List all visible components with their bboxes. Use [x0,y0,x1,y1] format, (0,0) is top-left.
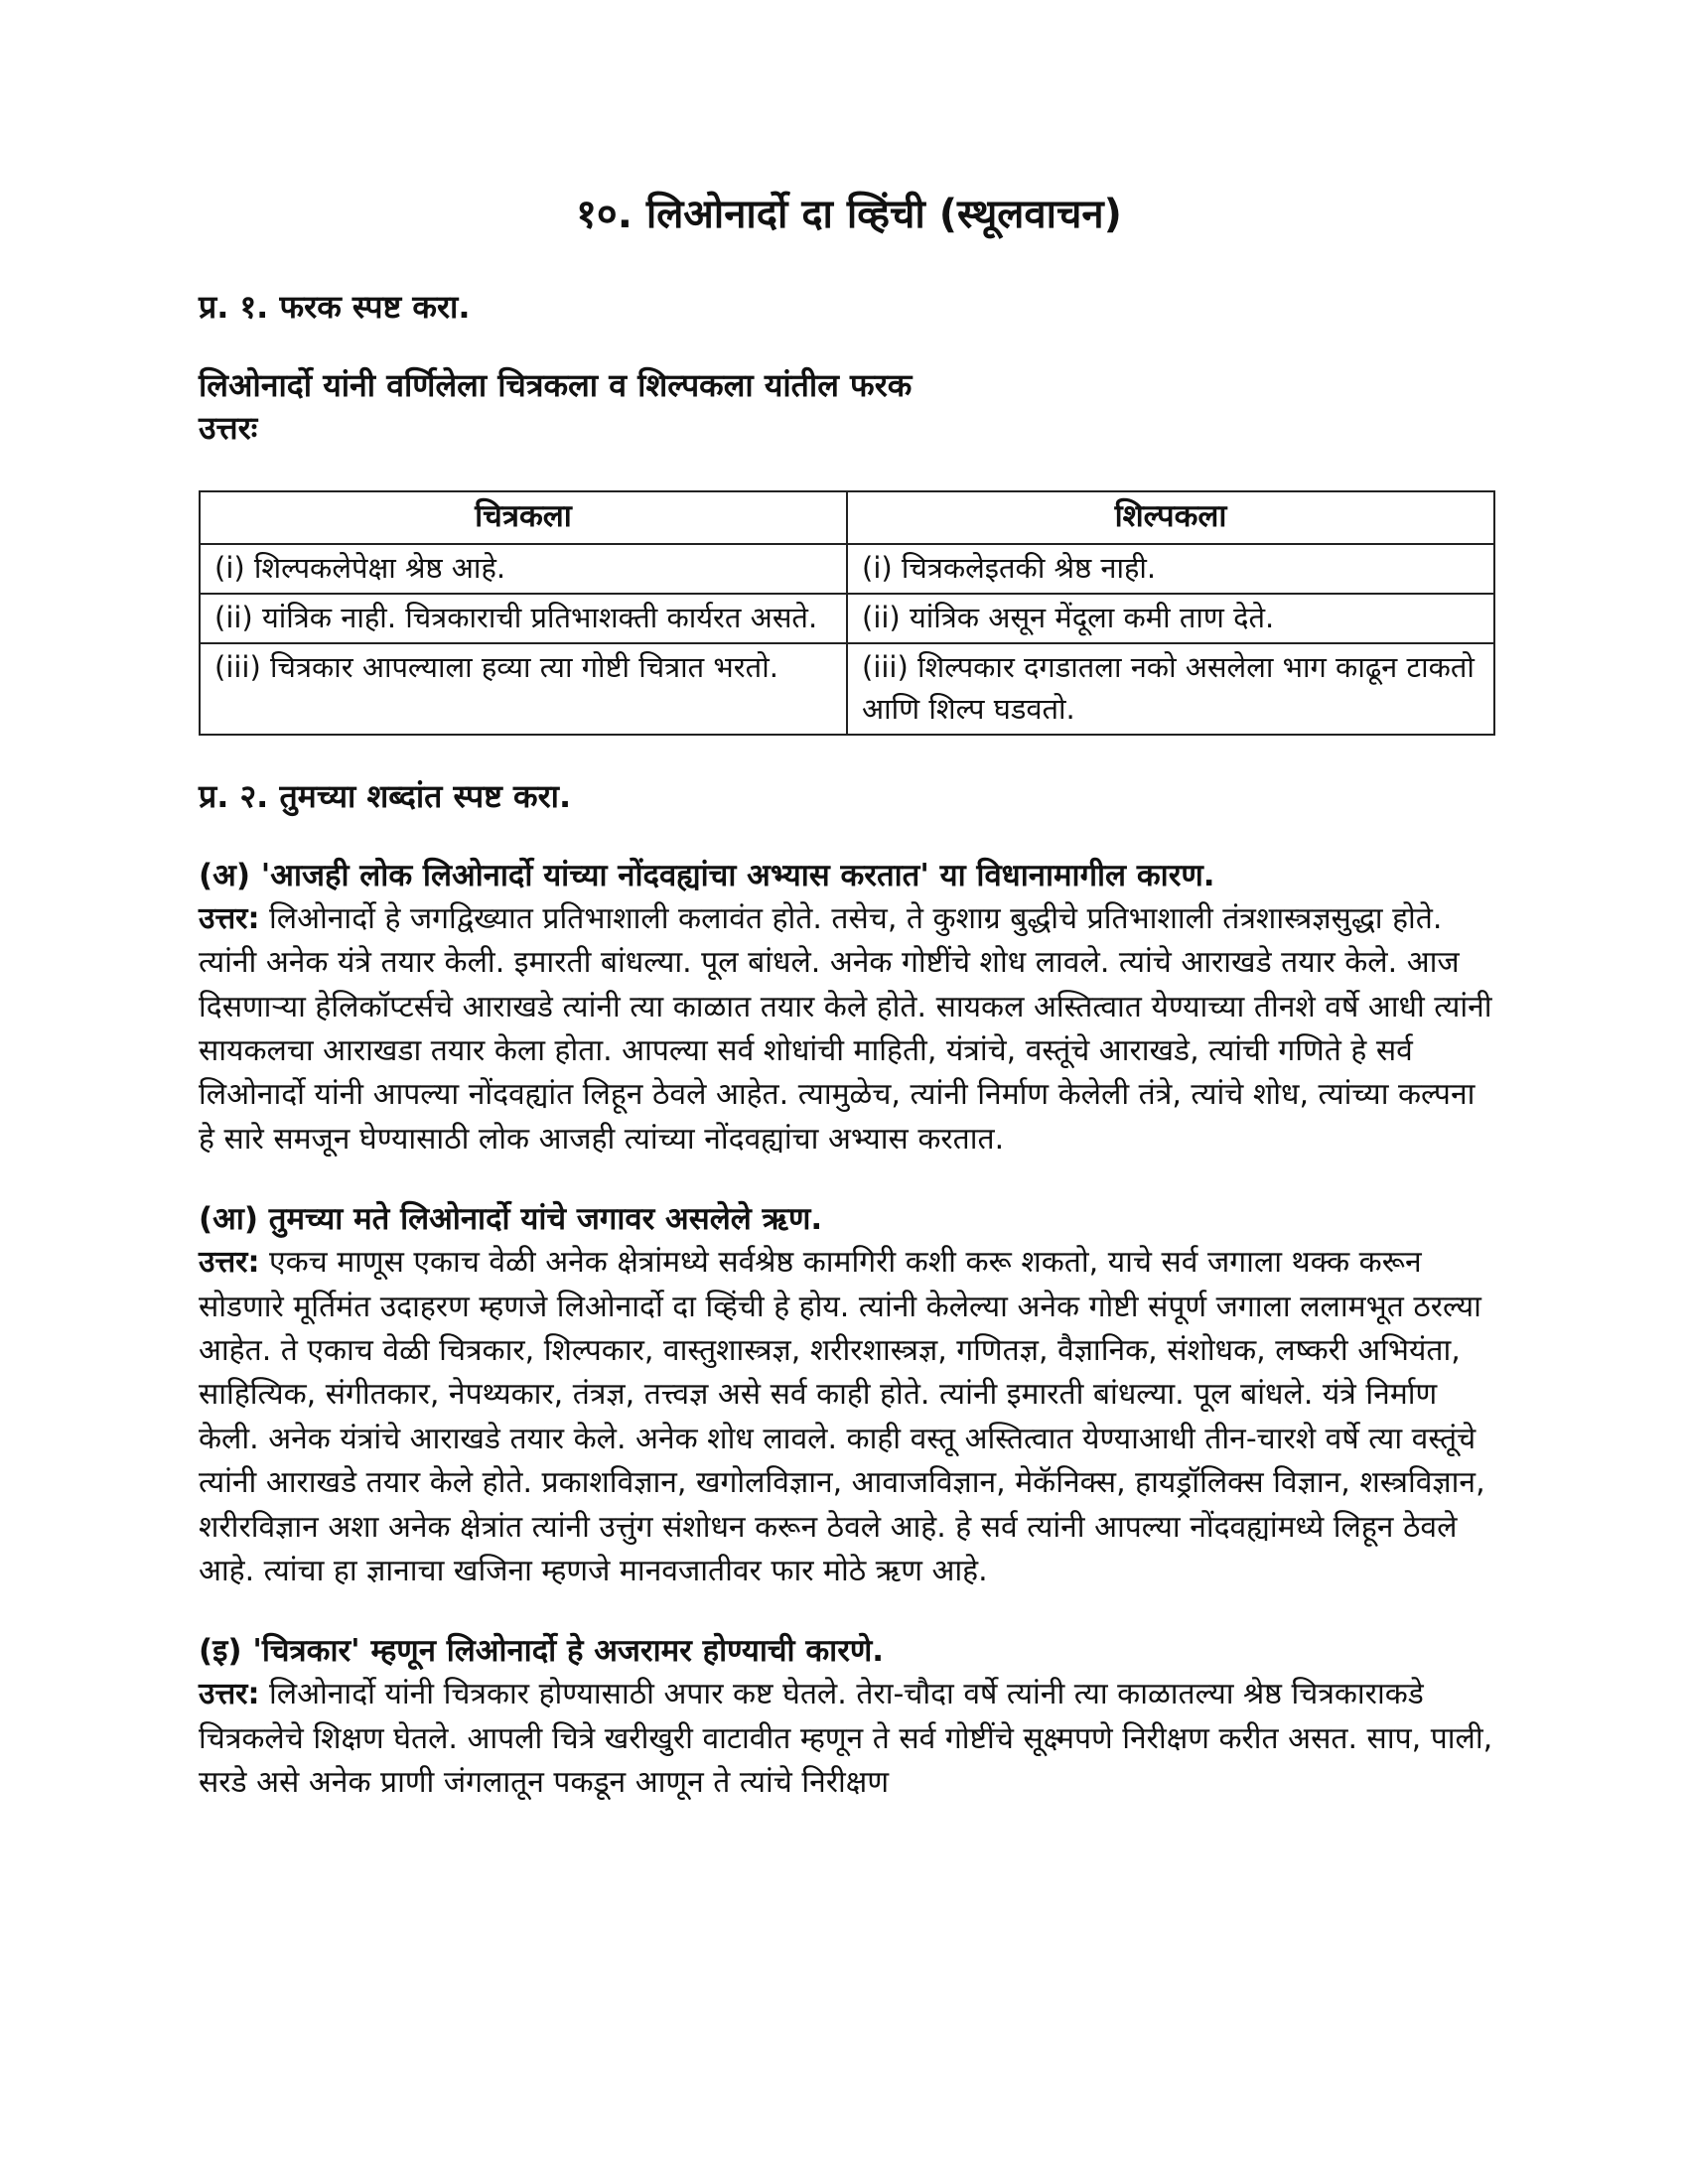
sub-question-answer [199,1241,1499,1593]
document-page [199,189,1499,1842]
answer-label: उत्तर: [199,1677,260,1712]
answer-text: लिओनार्दो यांनी चित्रकार होण्यासाठी अपार कष्ट घेतले. तेरा-चौदा वर्षे त्यांनी त्या काळातल्या श्रेष्ठ चित्रकाराकडे चित्रकलेचे शिक्षण घेतले. आपली चित्रे खरीखुरी वाटावीत म्हणून ते सर्व गोष्टींचे सूक्ष्मपणे निरीक्षण करीत असत. साप, पाली, सरडे असे अनेक प्राणी जंगलातून पकडून आणून ते त्यांचे निरीक्षण [199,1677,1493,1801]
table-row [200,643,1494,735]
comparison-table [199,490,1495,736]
answer-label: उत्तर: [199,900,260,936]
question-1-subheading: लिओनार्दो यांनी वर्णिलेला चित्रकला व शिल्पकला यांतील फरक [199,366,913,405]
table-header-cell: चित्रकला [200,491,847,544]
table-cell: (i) शिल्पकलेपेक्षा श्रेष्ठ आहे. [200,544,847,594]
table-header-cell: शिल्पकला [847,491,1494,544]
answer-label: उत्तर: [199,1245,260,1281]
answer-text: लिओनार्दो हे जगद्विख्यात प्रतिभाशाली कलावंत होते. तसेच, ते कुशाग्र बुद्धीचे प्रतिभाशाली तंत्रशास्त्रज्ञसुद्धा होते. त्यांनी अनेक यंत्रे तयार केली. इमारती बांधल्या. पूल बांधले. अनेक गोष्टींचे शोध लावले. त्यांचे आराखडे तयार केले. आज दिसणाऱ्या हेलिकॉप्टर्सचे आराखडे त्यांनी त्या काळात तयार केले होते. सायकल अस्तित्वात येण्याच्या तीनशे वर्षे आधी त्यांनी सायकलचा आराखडा तयार केला होता. आपल्या सर्व शोधांची माहिती, यंत्रांचे, वस्तूंचे आराखडे, त्यांची गणिते हे सर्व लिओनार्दो यांनी आपल्या नोंदवह्यांत लिहून ठेवले आहेत. त्यामुळेच, त्यांनी निर्माण केलेली तंत्रे, त्यांचे शोध, त्यांच्या कल्पना हे सारे समजून घेण्यासाठी लोक आजही त्यांच्या नोंदवह्यांचा अभ्यास करतात. [199,900,1492,1157]
table-cell: (ii) यांत्रिक नाही. चित्रकाराची प्रतिभाशक्ती कार्यरत असते. [200,594,847,643]
page-title: १०. लिओनार्दो दा व्हिंची (स्थूलवाचन) [576,192,1122,237]
sub-question-text: (इ) 'चित्रकार' म्हणून लिओनार्दो हे अजरामर होण्याची कारणे. [199,1633,885,1670]
sub-question-answer [199,1673,1499,1805]
question-2-heading: प्र. २. तुमच्या शब्दांत स्पष्ट करा. [199,776,572,815]
sub-question-i [199,1629,1499,1805]
question-1-answer-label: उत्तरः [199,409,258,448]
table-cell: (ii) यांत्रिक असून मेंदूला कमी ताण देते. [847,594,1494,643]
question-2-section [199,775,1499,1806]
sub-question-text: (अ) 'आजही लोक लिओनार्दो यांच्या नोंदवह्यांचा अभ्यास करतात' या विधानामागील कारण. [199,857,1215,893]
table-row [200,594,1494,643]
table-header-row [200,491,1494,544]
sub-question-a [199,854,1499,1161]
sub-question-answer [199,897,1499,1161]
table-cell: (iii) शिल्पकार दगडातला नको असलेला भाग काढून टाकतो आणि शिल्प घडवतो. [847,643,1494,735]
answer-text: एकच माणूस एकाच वेळी अनेक क्षेत्रांमध्ये सर्वश्रेष्ठ कामगिरी कशी करू शकतो, याचे सर्व जगाला थक्क करून सोडणारे मूर्तिमंत उदाहरण म्हणजे लिओनार्दो दा व्हिंची हे होय. त्यांनी केलेल्या अनेक गोष्टी संपूर्ण जगाला ललामभूत ठरल्या आहेत. ते एकाच वेळी चित्रकार, शिल्पकार, वास्तुशास्त्रज्ञ, शरीरशास्त्रज्ञ, गणितज्ञ, वैज्ञानिक, संशोधक, लष्करी अभियंता, साहित्यिक, संगीतकार, नेपथ्यकार, तंत्रज्ञ, तत्त्वज्ञ असे सर्व काही होते. त्यांनी इमारती बांधल्या. पूल बांधले. यंत्रे निर्माण केली. अनेक यंत्रांचे आराखडे तयार केले. अनेक शोध लावले. काही वस्तू अस्तित्वात येण्याआधी तीन-चारशे वर्षे त्या वस्तूंचे त्यांनी आराखडे तयार केले होते. प्रकाशविज्ञान, खगोलविज्ञान, आवाजविज्ञान, मेकॅनिक्स, हायड्रॉलिक्स विज्ञान, शस्त्रविज्ञान, शरीरविज्ञान अशा अनेक क्षेत्रांत त्यांनी उत्तुंग संशोधन करून ठेवले आहे. हे सर्व त्यांनी आपल्या नोंदवह्यांमध्ये लिहून ठेवले आहे. त्यांचा हा ज्ञानाचा खजिना म्हणजे मानवजातीवर फार मोठे ऋण आहे. [199,1245,1485,1588]
table-row [200,544,1494,594]
question-1-heading: प्र. १. फरक स्पष्ट करा. [199,288,471,326]
question-1-section [199,286,1499,736]
sub-question-aa [199,1197,1499,1593]
sub-question-text: (आ) तुमच्या मते लिओनार्दो यांचे जगावर असलेले ऋण. [199,1201,823,1238]
table-cell: (i) चित्रकलेइतकी श्रेष्ठ नाही. [847,544,1494,594]
table-cell: (iii) चित्रकार आपल्याला हव्या त्या गोष्टी चित्रात भरतो. [200,643,847,735]
